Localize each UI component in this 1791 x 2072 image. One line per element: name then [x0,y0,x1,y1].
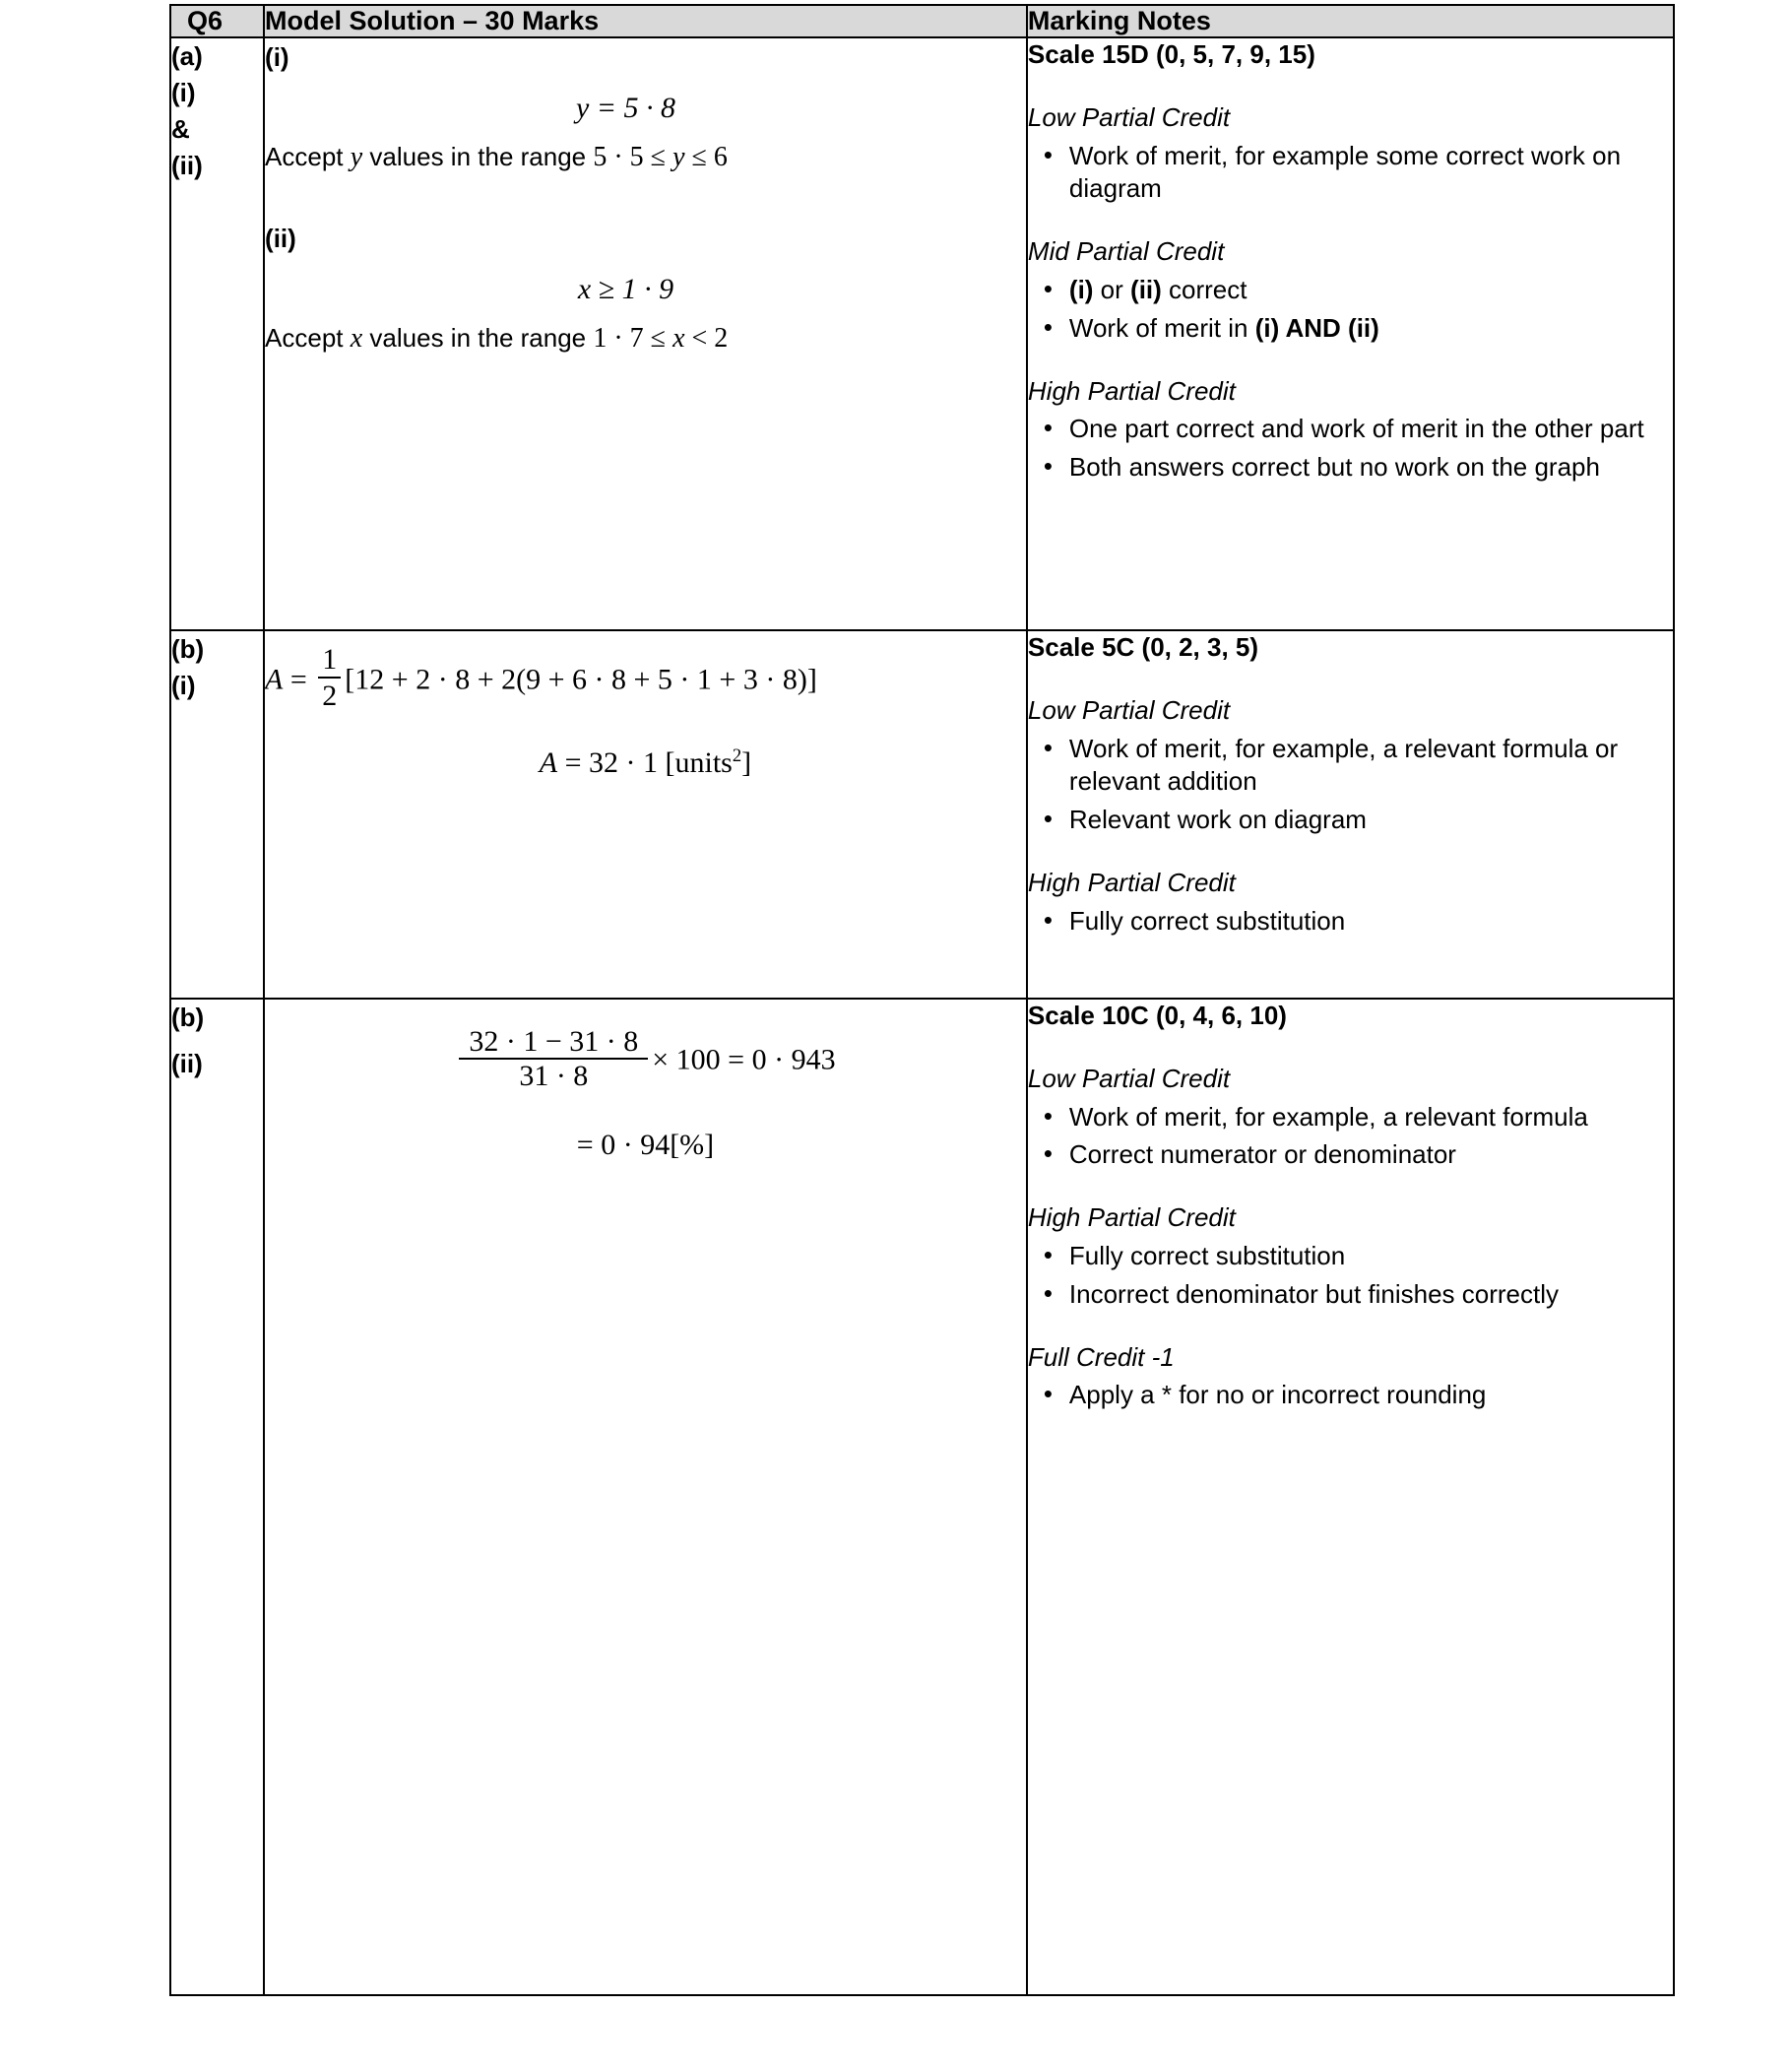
list-item [1028,312,1673,346]
item-head: Work of merit in [1068,312,1255,343]
accept-y-range-line [265,139,1026,176]
credit-list-low [1028,140,1673,207]
credit-list-low [1028,733,1673,837]
header-question-number: Q6 [170,5,264,37]
area-bracket-body: [12 + 2 · 8 + 2(9 + 6 · 8 + 5 · 1 + 3 · 8)] [345,663,817,696]
list-item: • One part correct and work of merit in the other part [1028,413,1673,446]
question-label-cell-bii [170,999,264,1995]
credit-list-low [1028,1101,1673,1173]
equation-x-value-text: x ≥ 1 · 9 [577,273,674,306]
fraction-denominator: 2 [322,680,338,713]
equals-sign: = [289,663,307,696]
model-solution-cell-bii [264,999,1027,1995]
question-label-line: (i) [171,77,196,107]
marking-notes-cell-a [1027,37,1674,630]
list-item: • Relevant work on diagram [1028,804,1673,837]
header-model-solution: Model Solution – 30 Marks [264,5,1027,37]
percentage-multiplier: × 100 = 0 · 943 [652,1043,836,1076]
question-label-line: & [171,113,190,144]
area-result-value: = 32 · 1 [units [564,746,733,780]
table-header [170,5,1674,37]
spacer [265,176,1026,220]
area-formula [265,643,1026,712]
fraction-numerator: 32 · 1 − 31 · 8 [459,1025,648,1060]
accept-suffix: values in the range [362,323,594,354]
table-row [170,37,1674,630]
equation-y-value-text: y = 5 · 8 [575,92,675,125]
ref-i: (i) [1068,275,1094,305]
accept-prefix: Accept [265,142,351,172]
equation-x-value [265,270,1026,308]
credit-heading-low: Low Partial Credit [1027,101,1231,132]
list-item: • Work of merit, for example, a relevant formula [1028,1101,1673,1134]
percentage-result [265,1126,1026,1164]
conjunction-or: or [1093,275,1131,305]
one-half-fraction [318,643,341,712]
credit-heading-high: High Partial Credit [1027,1202,1236,1233]
marking-scheme-table [169,4,1675,1996]
units-squared-exponent: 2 [732,745,742,767]
area-result-close: ] [741,746,752,780]
credit-heading-low: Low Partial Credit [1027,694,1231,725]
ref-ii: (ii) [1130,275,1162,305]
list-item: • Apply a * for no or incorrect rounding [1028,1379,1673,1412]
marking-notes-cell-bii [1027,999,1674,1995]
credit-list-high [1028,1240,1673,1312]
question-label-line: (i) [171,670,196,700]
solution-part-label-ii: (ii) [265,223,296,253]
accept-variable: y [350,142,363,173]
list-item [1028,274,1673,307]
table-header-row [170,5,1674,37]
credit-list-full [1028,1379,1673,1412]
scale-title: Scale 5C (0, 2, 3, 5) [1027,632,1259,663]
scale-title: Scale 15D (0, 5, 7, 9, 15) [1027,39,1315,70]
area-symbol: A [265,663,284,696]
credit-heading-low: Low Partial Credit [1027,1063,1231,1093]
credit-list-mid [1028,274,1673,346]
credit-list-high [1028,905,1673,939]
accept-x-range-line [265,320,1026,357]
accept-variable: x [350,323,363,355]
accept-suffix: values in the range [362,142,594,172]
list-item: • Incorrect denominator but finishes correctly [1028,1278,1673,1312]
accept-range-lower: 1 · 7 ≤ [593,323,673,355]
question-label-line: (a) [171,41,203,72]
fraction-denominator: 31 · 8 [519,1060,589,1093]
accept-range-upper: ≤ 6 [684,142,728,173]
credit-heading-high: High Partial Credit [1027,868,1236,898]
table-row [170,630,1674,999]
solution-part-label-i: (i) [265,42,289,73]
ref-i-and-ii: (i) AND (ii) [1254,312,1379,343]
accept-prefix: Accept [265,323,351,354]
credit-heading-full: Full Credit -1 [1027,1341,1175,1372]
table-row [170,999,1674,1995]
question-label-line: (ii) [171,1048,203,1078]
fraction-numerator: 1 [318,643,341,679]
scale-title: Scale 10C (0, 4, 6, 10) [1027,1001,1287,1031]
credit-heading-mid: Mid Partial Credit [1027,236,1225,267]
item-tail: correct [1161,275,1247,305]
accept-range-variable: x [672,323,685,355]
list-item: • Work of merit, for example, a relevant formula or relevant addition [1028,733,1673,800]
list-item: • Correct numerator or denominator [1028,1138,1673,1172]
list-item: • Both answers correct but no work on the graph [1028,451,1673,485]
area-result-symbol: A [539,746,558,780]
list-item: • Fully correct substitution [1028,1240,1673,1273]
equation-y-value [265,89,1026,127]
accept-range-lower: 5 · 5 ≤ [593,142,673,173]
percentage-fraction [459,1025,648,1092]
marking-notes-cell-bi [1027,630,1674,999]
table-body [170,37,1674,1995]
question-label-cell-bi [170,630,264,999]
credit-heading-high: High Partial Credit [1027,375,1236,406]
header-marking-notes: Marking Notes [1027,5,1674,37]
model-solution-cell-a [264,37,1027,630]
percentage-result-value: = 0 · 94[%] [576,1129,715,1162]
question-label-line: (b) [171,634,205,665]
question-label-line: (b) [171,1003,205,1033]
list-item: • Work of merit, for example some correct work on diagram [1028,140,1673,207]
area-result [265,744,1026,782]
percentage-formula [265,1025,1026,1092]
credit-list-high [1028,413,1673,485]
accept-range-variable: y [672,142,685,173]
model-solution-cell-bi [264,630,1027,999]
list-item: • Fully correct substitution [1028,905,1673,939]
accept-range-upper: < 2 [684,323,729,355]
question-label-line: (ii) [171,150,203,180]
question-label-cell-a [170,37,264,630]
